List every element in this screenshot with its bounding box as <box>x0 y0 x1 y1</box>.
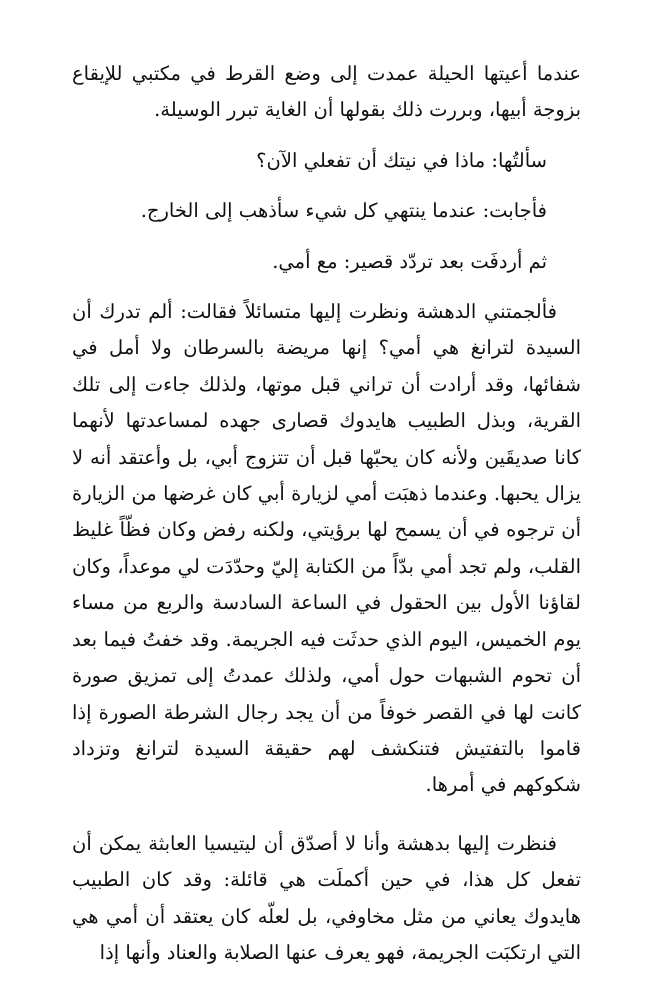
paragraph-answer: فأجابت: عندما ينتهي كل شيء سأذهب إلى الخارج. <box>140 199 547 223</box>
paragraph-lestrange-revelation: فألجمتني الدهشة ونظرت إليها متسائلاً فقالت: ألم تدرك أن السيدة لترانغ هي أمي؟ إنها مريضة بالسرطان ولا أمل في شفائها، وقد أرادت أن تراني قبل موتها، ولذلك جاءت إلى تلك القرية، وبذل الطبيب هايدوك قصارى جهده لمساعدتها لأنهما كانا صديقَين ولأنه كان يحبّها قبل أن تتزوج أبي، بل وأعتقد أنه لا يزال يحبها. وعندما ذهبَت أمي لزيارة أبي كان غرضها من الزيارة أن ترجوه في أن يسمح لها برؤيتي، ولكنه رفض وكان فظّاً غليظ القلب، ولم تجد أمي بدّاً من الكتابة إليّ وحدّدَت لي موعداً، وكان لقاؤنا الأول بين الحقول في الساعة السادسة والربع من مساء يوم الخميس، اليوم الذي حدثَت فيه الجريمة. وقد خفتُ فيما بعد أن تحوم الشبهات حول أمي، ولذلك عمدتُ إلى تمزيق صورة كانت لها في القصر خوفاً من أن يجد رجال الشرطة الصورة إذا قاموا بالتفتيش فتنكشف لهم حقيقة السيدة لترانغ وتزداد شكوكهم في أمرها. <box>72 300 581 797</box>
paragraph-haydock-fears: فنظرت إليها بدهشة وأنا لا أصدّق أن ليتيسيا العابثة يمكن أن تفعل كل هذا، في حين أكملَت هي قائلة: وقد كان الطبيب هايدوك يعاني من مثل مخاوفي، بل لعلّه كان يعتقد أن أمي هي التي ارتكبَت الجريمة، فهو يعرف عنها الصلابة والعناد وأنها إذا <box>72 831 581 964</box>
paragraph-earring-scheme: عندما أعيتها الحيلة عمدت إلى وضع القرط في مكتبي للإيقاع بزوجة أبيها، وبررت ذلك بقولها أن الغاية تبرر الوسيلة. <box>72 62 581 122</box>
paragraph-with-mother: ثم أردفَت بعد تردّد قصير: مع أمي. <box>272 249 547 273</box>
paragraph-question: سألتُها: ماذا في نيتك أن تفعلي الآن؟ <box>256 148 547 172</box>
